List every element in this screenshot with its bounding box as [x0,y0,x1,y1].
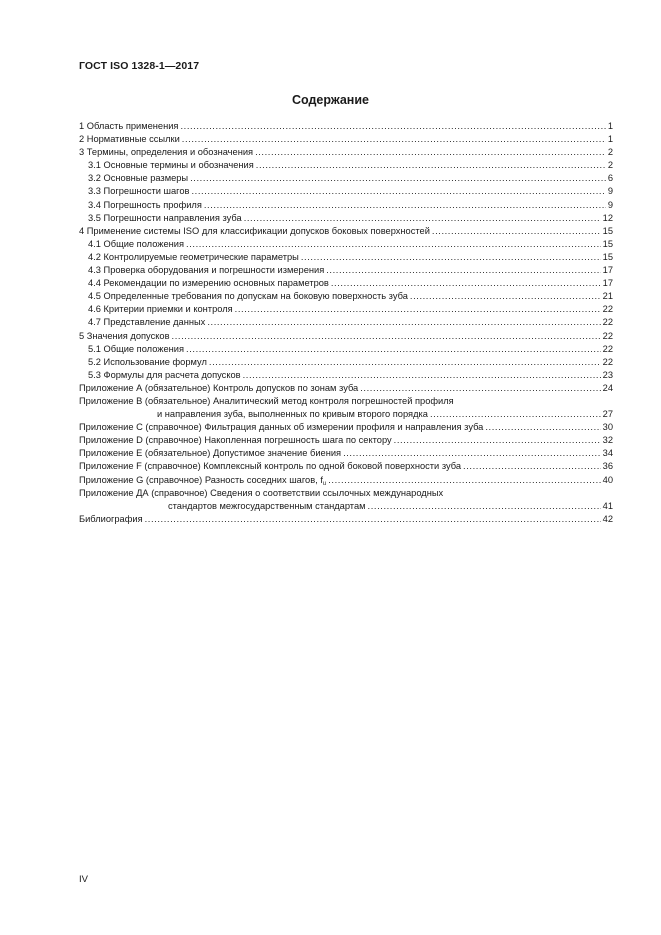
table-of-contents [79,120,613,526]
leader-dots [301,251,601,264]
toc-entry-label: 3.1 Основные термины и обозначения [88,160,254,171]
leader-dots [190,172,606,185]
toc-entry-label: Приложение D (справочное) Накопленная погрешность шага по сектору [79,435,392,446]
toc-entry-page: 15 [602,238,613,249]
toc-entry-4-1[interactable] [79,238,613,251]
toc-entry-label: 3.4 Погрешность профиля [88,199,202,210]
toc-entry-label: Библиография [79,513,143,524]
leader-dots [145,513,601,526]
leader-dots [331,277,601,290]
toc-entry-appendix-f[interactable] [79,460,613,473]
toc-entry-appendix-a[interactable] [79,382,613,395]
toc-entry-appendix-da-cont[interactable] [79,500,613,513]
toc-entry-label: 3 Термины, определения и обозначения [79,147,254,158]
toc-entry-label: 3.5 Погрешности направления зуба [88,212,242,223]
toc-entry-label: 3.2 Основные размеры [88,173,189,184]
toc-entry-label: 4.2 Контролируемые геометрические параметры [88,251,299,262]
toc-entry-appendix-b-cont[interactable] [79,408,613,421]
toc-entry-label: 4.5 Определенные требования по допускам на боковую поверхность зуба [88,291,408,302]
toc-entry-page: 12 [602,212,613,223]
leader-dots [430,408,601,421]
toc-entry-3[interactable] [79,146,613,159]
leader-dots [326,264,600,277]
leader-dots [368,500,601,513]
leader-dots [186,238,601,251]
leader-dots [244,212,601,225]
toc-entry-label: Приложение С (справочное) Фильтрация данных об измерении профиля и направления зуба [79,422,484,433]
toc-entry-label: стандартов межгосударственным стандартам [168,500,366,511]
toc-entry-bibliography[interactable] [79,513,613,526]
toc-entry-page: 22 [602,343,613,354]
leader-dots [191,185,605,198]
toc-entry-label: 3.3 Погрешности шагов [88,186,190,197]
toc-entry-page: 9 [607,186,613,197]
toc-entry-page: 32 [602,435,613,446]
leader-dots [360,382,600,395]
toc-entry-3-1[interactable] [79,159,613,172]
leader-dots [328,474,600,487]
toc-entry-1[interactable] [79,120,613,133]
leader-dots [243,369,601,382]
toc-entry-5[interactable] [79,330,613,343]
toc-entry-appendix-g[interactable] [79,474,613,487]
toc-entry-label: Приложение В (обязательное) Аналитический метод контроля погрешностей профиля [79,395,454,406]
toc-entry-label: 5.1 Общие положения [88,343,185,354]
toc-entry-label: 1 Область применения [79,121,179,131]
toc-entry-label-text: Приложение G (справочное) Разность соседних шагов, f [79,474,323,485]
leader-dots [186,343,601,356]
toc-entry-label: 4 Применение системы ISO для классификации допусков боковых поверхностей [79,225,430,236]
leader-dots [182,133,606,146]
toc-entry-page: 22 [602,317,613,328]
leader-dots [394,434,601,447]
leader-dots [432,225,601,238]
toc-entry-5-1[interactable] [79,343,613,356]
document-header: ГОСТ ISO 1328-1—2017 [79,60,200,72]
toc-entry-page: 36 [602,461,613,472]
toc-entry-page: 17 [602,265,613,276]
toc-entry-label: Приложение ДА (справочное) Сведения о соответствии ссылочных международных [79,487,444,498]
toc-entry-4-6[interactable] [79,303,613,316]
toc-entry-5-2[interactable] [79,356,613,369]
leader-dots [255,146,606,159]
toc-entry-page: 27 [602,409,613,420]
toc-entry-label: 4.1 Общие положения [88,238,185,249]
leader-dots [207,316,600,329]
toc-entry-page: 17 [602,278,613,289]
toc-entry-page: 23 [602,369,613,380]
toc-entry-4-3[interactable] [79,264,613,277]
toc-entry-page: 1 [607,134,613,145]
toc-entry-page: 40 [602,474,613,485]
toc-title: Содержание [291,93,369,107]
toc-entry-page: 15 [602,225,613,236]
toc-entry-page: 30 [602,422,613,433]
toc-entry-label: 4.7 Представление данных [88,317,206,328]
subscript: u [322,480,327,487]
toc-entry-page: 1 [607,121,613,131]
leader-dots [204,199,606,212]
toc-entry-2[interactable] [79,133,613,146]
toc-entry-appendix-e[interactable] [79,447,613,460]
leader-dots [235,303,601,316]
toc-entry-label: Приложение Е (обязательное) Допустимое значение биения [79,448,342,459]
toc-entry-4-5[interactable] [79,290,613,303]
toc-entry-page: 9 [607,199,613,210]
toc-entry-label: 5 Значения допусков [79,330,170,341]
leader-dots [209,356,601,369]
toc-entry-5-3[interactable] [79,369,613,382]
toc-entry-page: 24 [602,382,613,393]
leader-dots [485,421,600,434]
toc-entry-4-7[interactable] [79,316,613,329]
toc-entry-label: 4.4 Рекомендации по измерению основных параметров [88,278,329,289]
toc-entry-label: 2 Нормативные ссылки [79,134,180,145]
toc-entry-label: Приложение А (обязательное) Контроль допусков по зонам зуба [79,382,359,393]
toc-entry-page: 22 [602,304,613,315]
toc-entry-page: 6 [607,173,613,184]
toc-entry-4-4[interactable] [79,277,613,290]
toc-entry-appendix-c[interactable] [79,421,613,434]
page-number: IV [79,874,88,885]
toc-entry-4[interactable] [79,225,613,238]
toc-entry-4-2[interactable] [79,251,613,264]
toc-entry-page: 15 [602,251,613,262]
toc-entry-appendix-da[interactable] [79,487,613,500]
leader-dots [410,290,601,303]
toc-entry-label: и направления зуба, выполненных по кривым второго порядка [157,409,428,420]
toc-entry-page: 34 [602,448,613,459]
leader-dots [256,159,606,172]
leader-dots [172,330,601,343]
toc-entry-label: 5.3 Формулы для расчета допусков [88,369,241,380]
toc-entry-label: 4.3 Проверка оборудования и погрешности измерения [88,265,325,276]
leader-dots [463,460,601,473]
toc-entry-label: 4.6 Критерии приемки и контроля [88,304,233,315]
toc-entry-page: 22 [602,356,613,367]
toc-entry-3-4[interactable] [79,199,613,212]
toc-entry-3-3[interactable] [79,185,613,198]
toc-entry-page: 2 [607,160,613,171]
toc-entry-page: 42 [602,513,613,524]
leader-dots [180,120,605,133]
toc-entry-appendix-b[interactable] [79,395,613,408]
toc-entry-appendix-d[interactable] [79,434,613,447]
toc-entry-3-5[interactable] [79,212,613,225]
toc-entry-page: 2 [607,147,613,158]
toc-entry-3-2[interactable] [79,172,613,185]
toc-entry-label: 5.2 Использование формул [88,356,207,367]
toc-entry-page: 21 [602,291,613,302]
leader-dots [343,447,601,460]
toc-entry-page: 41 [602,500,613,511]
toc-entry-label: Приложение F (справочное) Комплексный контроль по одной боковой поверхности зуба [79,461,462,472]
toc-entry-page: 22 [602,330,613,341]
